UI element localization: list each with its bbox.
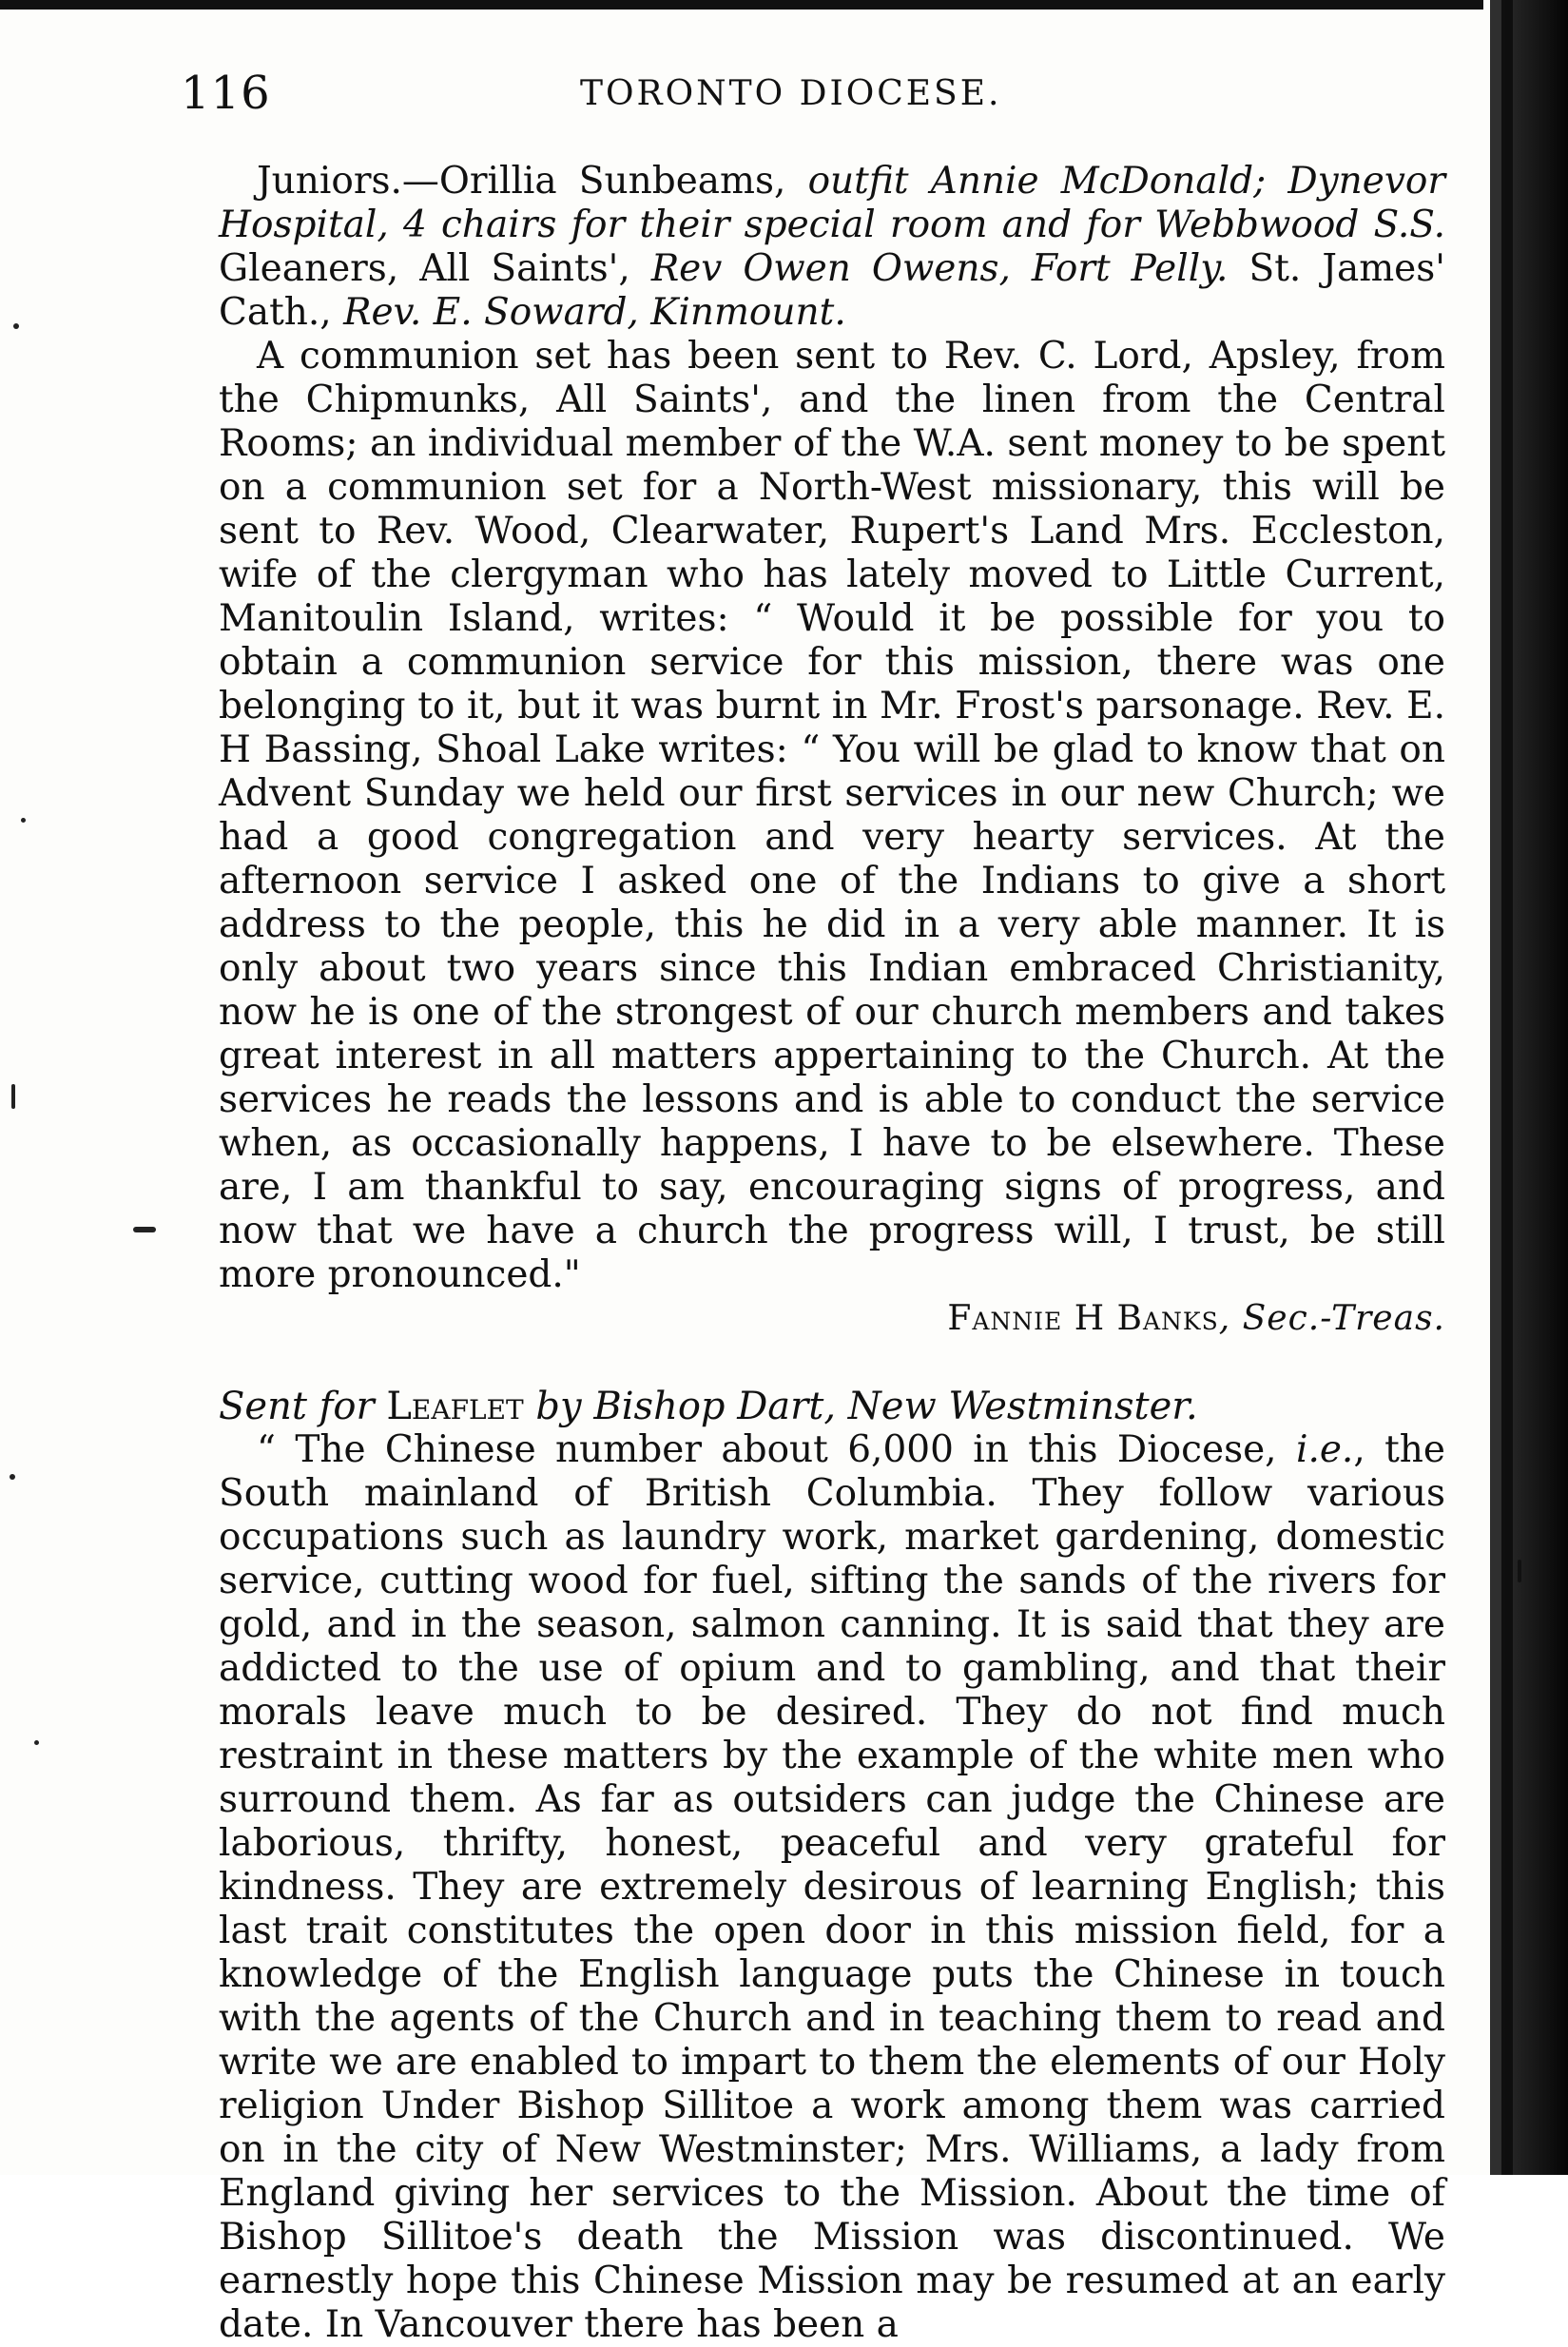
section-heading-post: by Bishop Dart, New Westminster.	[523, 1385, 1198, 1428]
scan-speck	[133, 1227, 156, 1232]
section-heading-leaflet: Leaflet	[386, 1385, 524, 1428]
running-head: TORONTO DIOCESE.	[580, 74, 1002, 113]
scan-speck	[10, 1474, 15, 1480]
juniors-lead: Juniors.—Orillia Sunbeams,	[257, 160, 808, 203]
signature	[219, 1297, 1445, 1341]
chinese-text-rest: , the South mainland of British Columbia. They follow various occupations such as laundry work, market gardening, domestic service, cutting wood for fuel, sifting the sands of the rivers for gold, and in the season, salmon canning. It is said that they are addicted to the use of opium and to gambling, and that their morals leave much to be desired. They do not find much restraint in these matters by the example of the white men who surround them. As far as outsiders can judge the Chinese are laborious, thrifty, honest, peaceful and very grateful for kindness. They are extremely desirous of learning English; this last trait constitutes the open door in this mission field, for a knowledge of the English language puts the Chinese in touch with the agents of the Church and in teaching them to read and write we are enabled to impart to them the elements of our Holy religion Under Bishop Sillitoe a work among them was carried on in the city of New Westminster; Mrs. Williams, a lady from England giving her services to the Mission. About the time of Bishop Sillitoe's death the Mission was discontinued. We earnestly hope this Chinese Mission may be resumed at an early date. In Vancouver there has been a	[219, 1428, 1445, 2346]
scan-speck	[1518, 1560, 1521, 1582]
juniors-mid-2: St. James' Cath.,	[219, 247, 1445, 334]
scan-speck	[34, 1740, 39, 1745]
juniors-italic-3: Rev. E. Soward, Kinmount.	[343, 291, 846, 334]
juniors-italic-2: Rev Owen Owens, Fort Pelly.	[650, 247, 1229, 290]
paragraph-chinese-mission	[219, 1428, 1445, 2347]
section-heading	[219, 1385, 1445, 1428]
page-header	[181, 67, 1398, 133]
juniors-italic-1: outfit Annie McDonald; Dynevor Hospital, 4 chairs for their special room and for Webbwood S.S.	[219, 160, 1446, 246]
scan-right-gutter-edge	[1490, 0, 1513, 2175]
scan-speck	[11, 1084, 15, 1109]
signature-name: Fannie H Banks	[947, 1299, 1219, 1338]
scan-speck	[13, 323, 19, 329]
signature-title: , Sec.-Treas.	[1218, 1299, 1445, 1338]
chinese-text-start: “ The Chinese number about 6,000 in this Diocese,	[257, 1428, 1296, 1471]
chinese-ie: i.e.	[1295, 1428, 1354, 1471]
section-heading-pre: Sent for	[219, 1385, 387, 1428]
paragraph-communion-set: A communion set has been sent to Rev. C. Lord, Apsley, from the Chipmunks, All Saints', and the linen from the Central Rooms; an individual member of the W.A. sent money to be spent on a communion set for a North-West missionary, this will be sent to Rev. Wood, Clearwater, Rupert's Land Mrs. Eccleston, wife of the clergyman who has lately moved to Little Current, Manitoulin Island, writes: “ Would it be possible for you to obtain a communion service for this mission, there was one belonging to it, but it was burnt in Mr. Frost's parsonage. Rev. E. H Bassing, Shoal Lake writes: “ You will be glad to know that on Advent Sunday we held our first services in our new Church; we had a good congregation and very hearty services. At the afternoon service I asked one of the Indians to give a short address to the people, this he did in a very able manner. It is only about two years since this Indian embraced Christianity, now he is one of the strongest of our church members and takes great interest in all matters appertaining to the Church. At the services he reads the lessons and is able to conduct the service when, as occasionally happens, I have to be elsewhere. These are, I am thankful to say, encouraging signs of progress, and now that we have a church the progress will, I trust, be still more pronounced."	[219, 335, 1445, 1296]
page-number: 116	[181, 67, 271, 120]
paragraph-juniors	[219, 160, 1445, 335]
scan-speck	[21, 818, 26, 823]
scan-top-edge	[0, 0, 1483, 10]
juniors-mid-1: Gleaners, All Saints',	[219, 247, 651, 290]
page-content	[181, 67, 1474, 2346]
